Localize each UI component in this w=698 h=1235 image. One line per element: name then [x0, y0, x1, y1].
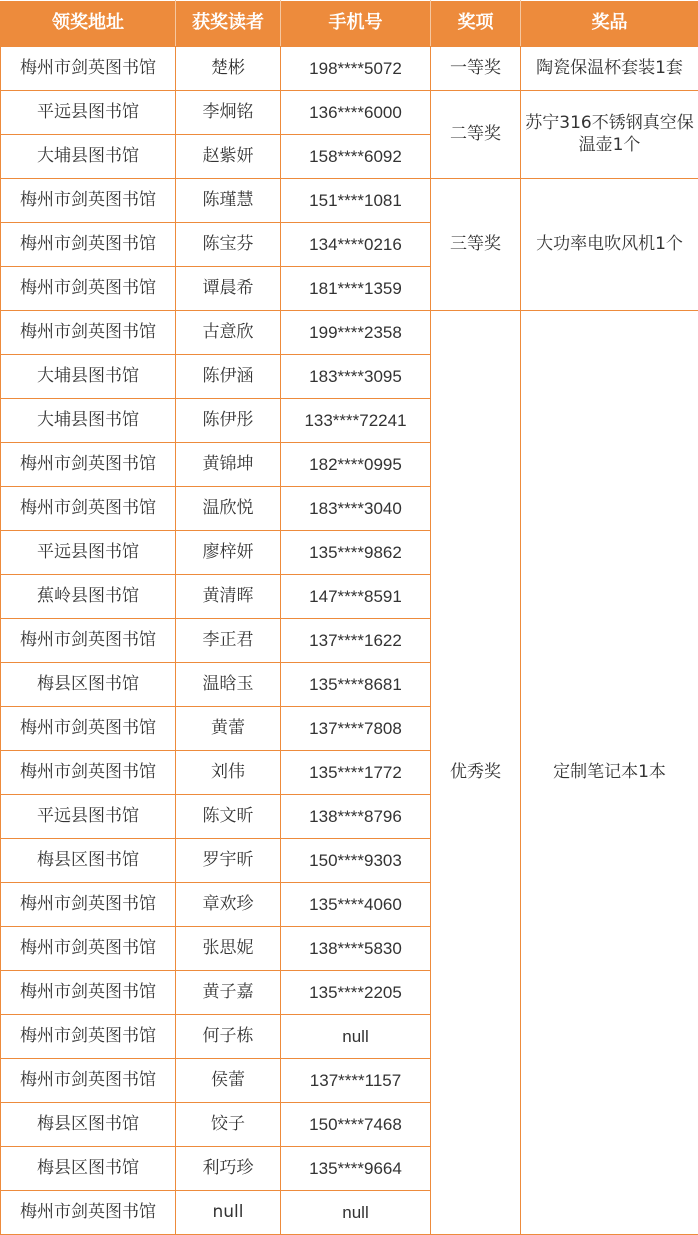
- library-cell: 梅州市剑英图书馆: [1, 751, 176, 795]
- winner-name-cell: 侯蕾: [176, 1059, 281, 1103]
- library-cell: 平远县图书馆: [1, 91, 176, 135]
- winner-name-cell: 温晗玉: [176, 663, 281, 707]
- library-cell: 梅县区图书馆: [1, 839, 176, 883]
- winner-name-cell: 黄锦坤: [176, 443, 281, 487]
- phone-cell: null: [281, 1015, 431, 1059]
- phone-cell: 134****0216: [281, 223, 431, 267]
- phone-cell: 136****6000: [281, 91, 431, 135]
- winner-name-cell: 廖梓妍: [176, 531, 281, 575]
- winner-name-cell: 温欣悦: [176, 487, 281, 531]
- winner-name-cell: 罗宇昕: [176, 839, 281, 883]
- phone-cell: 133****72241: [281, 399, 431, 443]
- library-cell: 梅州市剑英图书馆: [1, 223, 176, 267]
- winner-name-cell: 陈瑾慧: [176, 179, 281, 223]
- phone-cell: 150****7468: [281, 1103, 431, 1147]
- library-cell: 梅州市剑英图书馆: [1, 707, 176, 751]
- phone-cell: 137****1622: [281, 619, 431, 663]
- winner-name-cell: 利巧珍: [176, 1147, 281, 1191]
- phone-cell: 138****8796: [281, 795, 431, 839]
- prize-cell-second: 苏宁316不锈钢真空保温壶1个: [521, 91, 698, 179]
- library-cell: 梅州市剑英图书馆: [1, 883, 176, 927]
- phone-cell: 198****5072: [281, 47, 431, 91]
- library-cell: 梅州市剑英图书馆: [1, 1191, 176, 1235]
- library-cell: 梅县区图书馆: [1, 663, 176, 707]
- winner-name-cell: 陈宝芬: [176, 223, 281, 267]
- library-cell: 梅州市剑英图书馆: [1, 179, 176, 223]
- col-header-winner: 获奖读者: [176, 1, 281, 47]
- winner-name-cell: 李正君: [176, 619, 281, 663]
- library-cell: 梅州市剑英图书馆: [1, 619, 176, 663]
- table-row: [1, 91, 698, 135]
- library-cell: 平远县图书馆: [1, 531, 176, 575]
- library-cell: 蕉岭县图书馆: [1, 575, 176, 619]
- col-header-library: 领奖地址: [1, 1, 176, 47]
- header-row: [1, 1, 698, 47]
- phone-cell: 181****1359: [281, 267, 431, 311]
- phone-cell: 135****8681: [281, 663, 431, 707]
- phone-cell: 182****0995: [281, 443, 431, 487]
- phone-cell: 183****3040: [281, 487, 431, 531]
- library-cell: 梅州市剑英图书馆: [1, 47, 176, 91]
- library-cell: 梅州市剑英图书馆: [1, 927, 176, 971]
- winner-name-cell: 陈伊彤: [176, 399, 281, 443]
- winner-name-cell: 黄清晖: [176, 575, 281, 619]
- table-header: [1, 1, 698, 47]
- library-cell: 梅州市剑英图书馆: [1, 311, 176, 355]
- library-cell: 梅州市剑英图书馆: [1, 1015, 176, 1059]
- winner-name-cell: 张思妮: [176, 927, 281, 971]
- col-header-award: 奖项: [431, 1, 521, 47]
- phone-cell: 135****4060: [281, 883, 431, 927]
- award-cell-third: 三等奖: [431, 179, 521, 311]
- library-cell: 梅州市剑英图书馆: [1, 1059, 176, 1103]
- library-cell: 平远县图书馆: [1, 795, 176, 839]
- phone-cell: 199****2358: [281, 311, 431, 355]
- award-cell-excellence: 优秀奖: [431, 311, 521, 1235]
- winner-name-cell: 古意欣: [176, 311, 281, 355]
- table-row: [1, 179, 698, 223]
- winner-name-cell: 陈伊涵: [176, 355, 281, 399]
- phone-cell: 150****9303: [281, 839, 431, 883]
- col-header-phone: 手机号: [281, 1, 431, 47]
- winner-name-cell: 饺子: [176, 1103, 281, 1147]
- table-body: [1, 47, 698, 1235]
- winner-name-cell: 黄蕾: [176, 707, 281, 751]
- phone-cell: 147****8591: [281, 575, 431, 619]
- winner-name-cell: 谭晨希: [176, 267, 281, 311]
- phone-cell: 135****2205: [281, 971, 431, 1015]
- phone-cell: 183****3095: [281, 355, 431, 399]
- phone-cell: 137****7808: [281, 707, 431, 751]
- library-cell: 梅州市剑英图书馆: [1, 971, 176, 1015]
- phone-cell: 137****1157: [281, 1059, 431, 1103]
- winner-name-cell: 楚彬: [176, 47, 281, 91]
- winner-name-cell: 章欢珍: [176, 883, 281, 927]
- library-cell: 大埔县图书馆: [1, 399, 176, 443]
- winner-name-cell: 陈文昕: [176, 795, 281, 839]
- prize-cell-third: 大功率电吹风机1个: [521, 179, 698, 311]
- library-cell: 梅县区图书馆: [1, 1147, 176, 1191]
- award-cell-first: 一等奖: [431, 47, 521, 91]
- winner-name-cell: null: [176, 1191, 281, 1235]
- winner-name-cell: 赵紫妍: [176, 135, 281, 179]
- winner-name-cell: 何子栋: [176, 1015, 281, 1059]
- phone-cell: 151****1081: [281, 179, 431, 223]
- phone-cell: 138****5830: [281, 927, 431, 971]
- library-cell: 梅州市剑英图书馆: [1, 487, 176, 531]
- winner-name-cell: 李炯铭: [176, 91, 281, 135]
- library-cell: 梅州市剑英图书馆: [1, 267, 176, 311]
- table-row: [1, 47, 698, 91]
- col-header-prize: 奖品: [521, 1, 698, 47]
- winner-name-cell: 黄子嘉: [176, 971, 281, 1015]
- phone-cell: 158****6092: [281, 135, 431, 179]
- library-cell: 大埔县图书馆: [1, 355, 176, 399]
- prize-cell-excellence: 定制笔记本1本: [521, 311, 698, 1235]
- phone-cell: 135****9664: [281, 1147, 431, 1191]
- library-cell: 梅州市剑英图书馆: [1, 443, 176, 487]
- library-cell: 大埔县图书馆: [1, 135, 176, 179]
- phone-cell: null: [281, 1191, 431, 1235]
- table-row: [1, 311, 698, 355]
- phone-cell: 135****9862: [281, 531, 431, 575]
- award-cell-second: 二等奖: [431, 91, 521, 179]
- phone-cell: 135****1772: [281, 751, 431, 795]
- library-cell: 梅县区图书馆: [1, 1103, 176, 1147]
- prize-cell-first: 陶瓷保温杯套装1套: [521, 47, 698, 91]
- winner-name-cell: 刘伟: [176, 751, 281, 795]
